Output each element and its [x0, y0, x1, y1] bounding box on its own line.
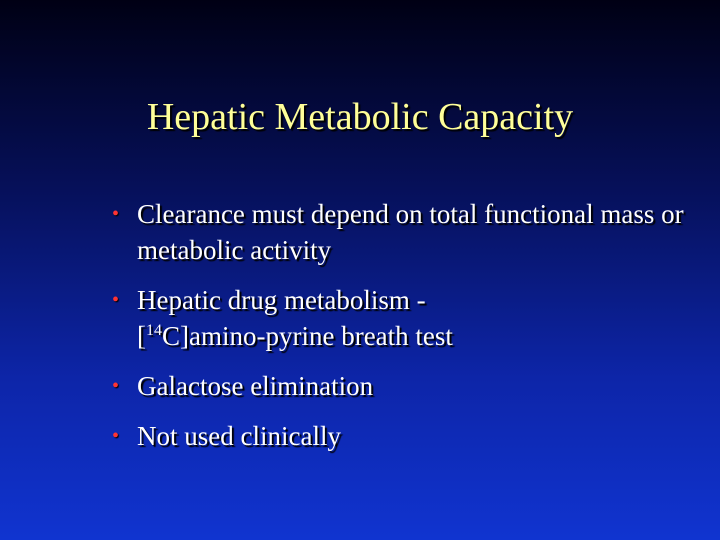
- slide-title: Hepatic Metabolic Capacity: [146, 96, 574, 138]
- bullet-text: Not used clinically: [137, 421, 341, 451]
- isotope-superscript: 14: [146, 322, 162, 339]
- bullet-icon: •: [112, 289, 120, 311]
- bullet-list: [112, 196, 702, 468]
- bullet-text: Clearance must depend on total functional mass or metabolic activity: [137, 199, 684, 265]
- bullet-text-line-2: C]amino-pyrine breath test: [162, 321, 453, 351]
- bullet-icon: •: [112, 425, 120, 447]
- bullet-text-line-1: Hepatic drug metabolism -: [137, 285, 426, 315]
- bullet-text: [137, 282, 702, 354]
- bullet-text-bracket-open: [: [137, 321, 146, 351]
- bullet-item-galactose: [112, 368, 702, 404]
- bullet-item-clearance: [112, 196, 702, 268]
- bullet-icon: •: [112, 375, 120, 397]
- bullet-text: Galactose elimination: [137, 371, 374, 401]
- bullet-icon: •: [112, 203, 120, 225]
- bullet-item-hepatic-drug-metabolism: [112, 282, 702, 354]
- bullet-item-not-used-clinically: [112, 418, 702, 454]
